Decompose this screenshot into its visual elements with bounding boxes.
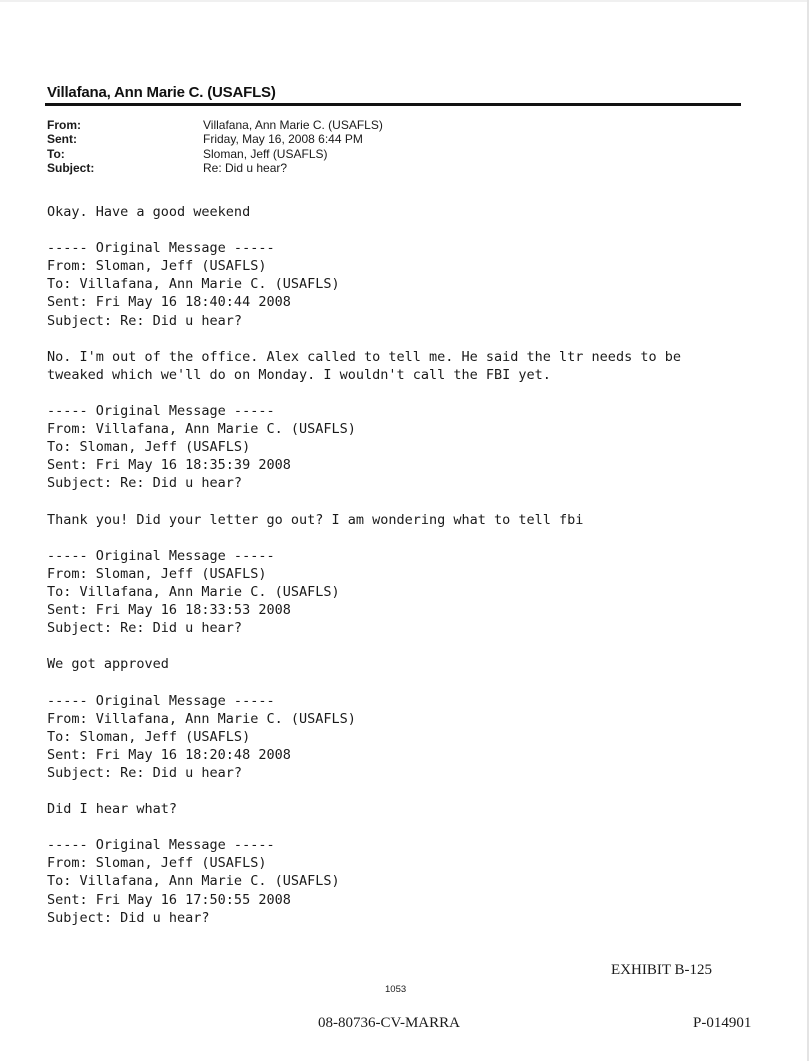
- message-text-line: We got approved: [47, 656, 169, 673]
- message-text-line: tweaked which we'll do on Monday. I wouldn't call the FBI yet.: [47, 366, 551, 383]
- quote-to: To: Sloman, Jeff (USAFLS): [47, 439, 251, 456]
- header-label: To:: [47, 146, 65, 161]
- message-text-line: Thank you! Did your letter go out? I am wondering what to tell fbi: [47, 511, 584, 528]
- quote-to: To: Villafana, Ann Marie C. (USAFLS): [47, 276, 340, 293]
- message-text-line: Okay. Have a good weekend: [47, 204, 251, 220]
- quote-subject: Subject: Did u hear?: [47, 909, 210, 926]
- message-text-line: Did I hear what?: [47, 801, 178, 818]
- header-value: Sloman, Jeff (USAFLS): [203, 146, 328, 161]
- quoted-message-header: [47, 239, 767, 329]
- bates-number: P-014901: [693, 1015, 752, 1031]
- page-number: 1053: [385, 984, 407, 995]
- quote-separator: ----- Original Message -----: [47, 547, 275, 564]
- case-number: 08-80736-CV-MARRA: [318, 1015, 460, 1031]
- header-value: Friday, May 16, 2008 6:44 PM: [203, 132, 363, 147]
- quote-separator: ----- Original Message -----: [47, 403, 275, 420]
- header-value: Villafana, Ann Marie C. (USAFLS): [203, 118, 383, 132]
- quote-separator: ----- Original Message -----: [47, 837, 275, 854]
- quote-from: From: Sloman, Jeff (USAFLS): [47, 258, 267, 275]
- quote-separator: ----- Original Message -----: [47, 240, 275, 257]
- email-body: [47, 203, 767, 927]
- quote-from: From: Villafana, Ann Marie C. (USAFLS): [47, 421, 356, 438]
- message-text-line: No. I'm out of the office. Alex called to tell me. He said the ltr needs to be: [47, 348, 681, 365]
- quoted-message-header: [47, 836, 767, 926]
- quote-subject: Subject: Re: Did u hear?: [47, 620, 243, 637]
- scan-top-edge: [0, 0, 809, 2]
- quote-sent: Sent: Fri May 16 18:33:53 2008: [47, 602, 291, 619]
- quote-to: To: Villafana, Ann Marie C. (USAFLS): [47, 873, 340, 890]
- quote-sent: Sent: Fri May 16 18:20:48 2008: [47, 746, 291, 763]
- header-label: Subject:: [47, 160, 95, 175]
- email-header: [47, 118, 383, 175]
- header-row-subject: [47, 161, 383, 175]
- quote-from: From: Villafana, Ann Marie C. (USAFLS): [47, 710, 356, 727]
- header-label: Sent:: [47, 132, 77, 147]
- quote-subject: Subject: Re: Did u hear?: [47, 764, 243, 781]
- quote-sent: Sent: Fri May 16 18:40:44 2008: [47, 294, 291, 311]
- header-label: From:: [47, 118, 81, 132]
- quote-to: To: Sloman, Jeff (USAFLS): [47, 728, 251, 745]
- quote-subject: Subject: Re: Did u hear?: [47, 475, 243, 492]
- quoted-message-header: [47, 692, 767, 782]
- quote-from: From: Sloman, Jeff (USAFLS): [47, 565, 267, 582]
- header-row-to: [47, 147, 383, 161]
- title-rule: [45, 103, 741, 106]
- header-row-from: [47, 118, 383, 132]
- quoted-message-header: [47, 402, 767, 492]
- quote-sent: Sent: Fri May 16 18:35:39 2008: [47, 457, 291, 474]
- quoted-message-header: [47, 547, 767, 637]
- sender-title: Villafana, Ann Marie C. (USAFLS): [47, 84, 276, 101]
- exhibit-label: EXHIBIT B-125: [611, 962, 712, 978]
- quote-subject: Subject: Re: Did u hear?: [47, 312, 243, 329]
- quote-sent: Sent: Fri May 16 17:50:55 2008: [47, 891, 291, 908]
- quote-from: From: Sloman, Jeff (USAFLS): [47, 855, 267, 872]
- header-row-sent: [47, 132, 383, 146]
- quote-to: To: Villafana, Ann Marie C. (USAFLS): [47, 583, 340, 600]
- quote-separator: ----- Original Message -----: [47, 692, 275, 709]
- header-value: Re: Did u hear?: [203, 160, 288, 175]
